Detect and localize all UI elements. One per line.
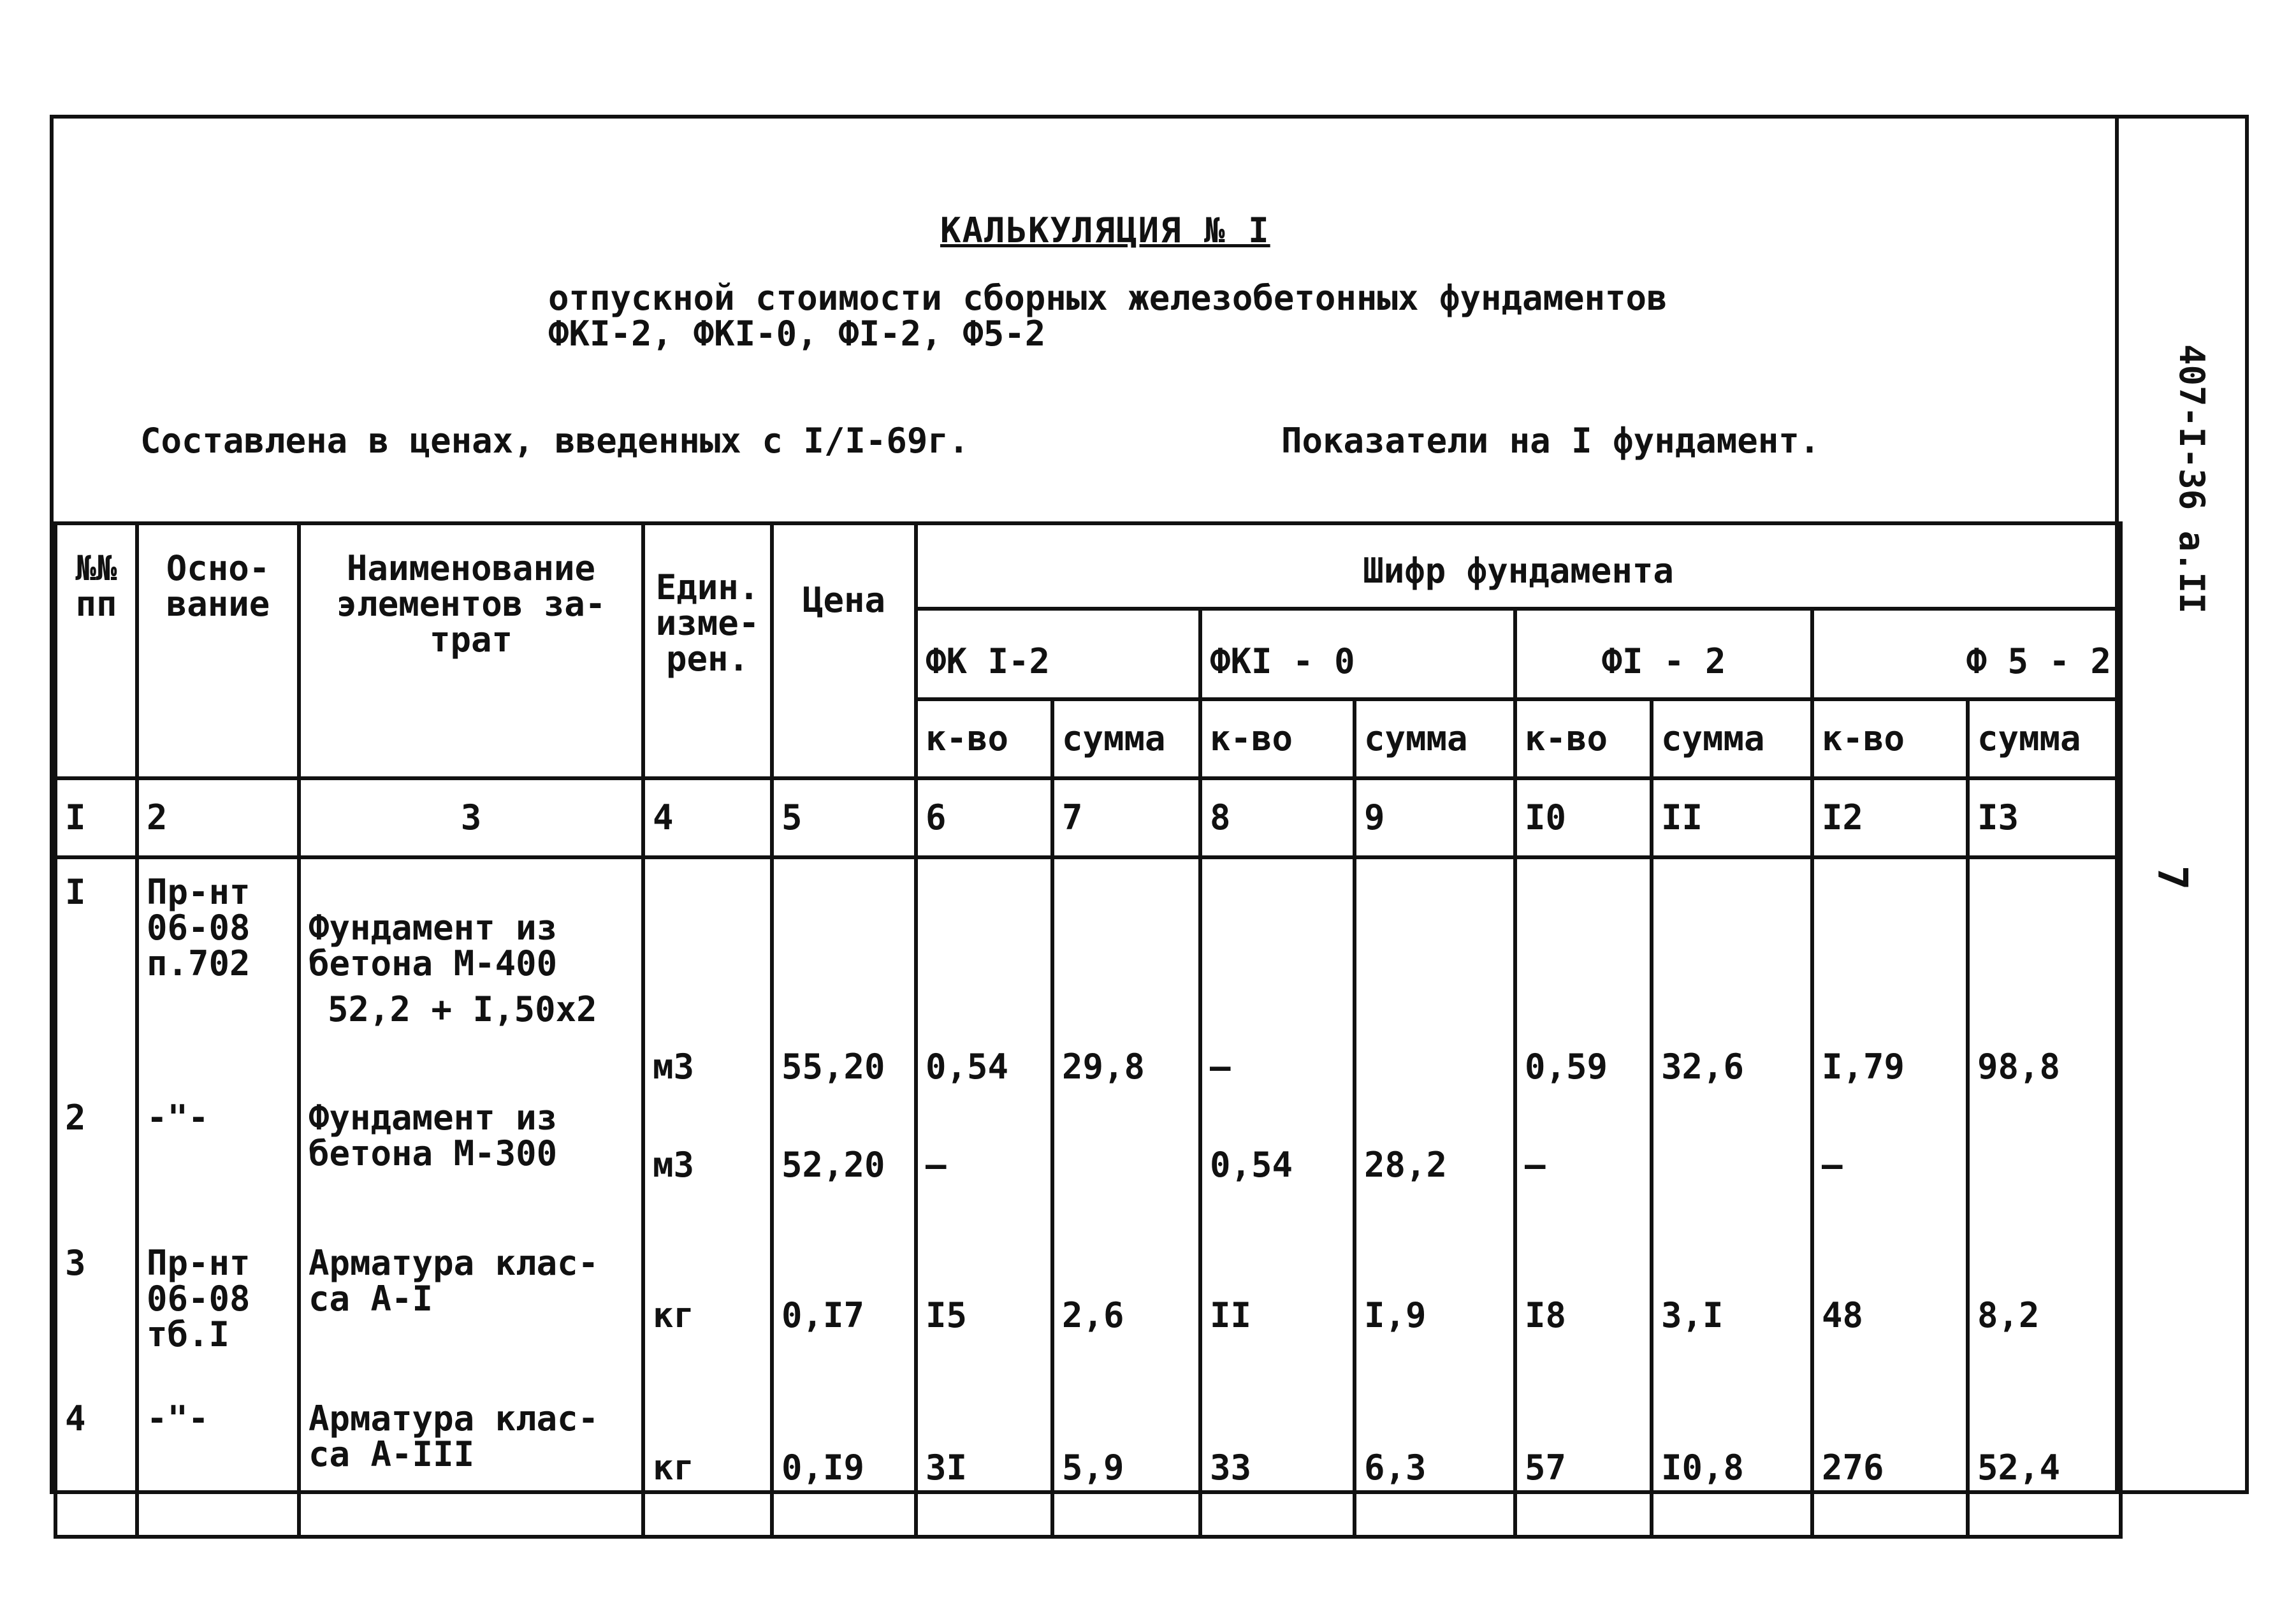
row-f52-qty: 48: [1812, 1230, 1968, 1386]
column-number: 7: [1052, 778, 1200, 857]
column-number: II: [1652, 778, 1812, 857]
row-fk10-qty: 33: [1200, 1386, 1355, 1537]
row-f12-sum: 3,I: [1652, 1230, 1812, 1386]
column-number: 8: [1200, 778, 1355, 857]
row-num: 2: [55, 1085, 137, 1230]
row-f12-sum: [1652, 1085, 1812, 1230]
column-number: 3: [299, 778, 643, 857]
row-f12-sum: 32,6: [1652, 857, 1812, 1085]
header-sum: сумма: [1968, 699, 2121, 778]
row-formula: 52,2 + I,50х2: [328, 989, 597, 1029]
row-f52-sum: 8,2: [1968, 1230, 2121, 1386]
header-num: №№ пп: [55, 523, 137, 778]
header-qty: к-во: [916, 699, 1052, 778]
header-name: Наименование элементов за- трат: [299, 523, 643, 778]
header-foundation-f52: Ф 5 - 2: [1812, 609, 2121, 699]
header-foundation-code: Шифр фундамента: [916, 523, 2121, 609]
row-fk12-qty: –: [916, 1085, 1052, 1230]
calculation-table: [54, 521, 2123, 1539]
document-subtitle: [548, 280, 1668, 352]
row-fk12-sum: [1052, 1085, 1200, 1230]
row-f12-sum: I0,8: [1652, 1386, 1812, 1537]
page-number: 7: [2148, 865, 2196, 890]
header-qty: к-во: [1515, 699, 1652, 778]
column-number: I2: [1812, 778, 1968, 857]
row-f12-qty: 57: [1515, 1386, 1652, 1537]
row-fk12-sum: 5,9: [1052, 1386, 1200, 1537]
row-f52-qty: 276: [1812, 1386, 1968, 1537]
column-number: 9: [1355, 778, 1515, 857]
row-unit: м3: [643, 1085, 772, 1230]
column-number: 2: [137, 778, 299, 857]
row-name: Арматура клас- са А-I: [299, 1230, 643, 1386]
row-f52-sum: 98,8: [1968, 857, 2121, 1085]
row-unit: м3: [643, 857, 772, 1085]
header-foundation-fk12: ФК I-2: [916, 609, 1200, 699]
header-price: Цена: [772, 523, 916, 778]
row-price: 55,20: [772, 857, 916, 1085]
row-unit: кг: [643, 1386, 772, 1537]
header-row-group: [55, 523, 2121, 609]
row-fk12-qty: 0,54: [916, 857, 1052, 1085]
row-basis: Пр-нт 06-08 п.702: [137, 857, 299, 1085]
column-number: I: [55, 778, 137, 857]
row-f52-qty: –: [1812, 1085, 1968, 1230]
row-price: 0,I7: [772, 1230, 916, 1386]
header-sum: сумма: [1355, 699, 1515, 778]
prices-note: Составлена в ценах, введенных с I/I-69г.: [140, 421, 970, 461]
row-f52-sum: [1968, 1085, 2121, 1230]
row-f52-qty: I,79: [1812, 857, 1968, 1085]
row-fk10-sum: 28,2: [1355, 1085, 1515, 1230]
row-fk10-sum: [1355, 857, 1515, 1085]
row-name-text: Фундамент из бетона М-400: [309, 908, 558, 984]
side-margin-strip: [2115, 115, 2249, 1494]
column-number: 6: [916, 778, 1052, 857]
row-basis: -"-: [137, 1386, 299, 1537]
column-number: I3: [1968, 778, 2121, 857]
header-sum: сумма: [1052, 699, 1200, 778]
header-qty: к-во: [1200, 699, 1355, 778]
column-number-row: [55, 778, 2121, 857]
row-unit: кг: [643, 1230, 772, 1386]
column-number: 4: [643, 778, 772, 857]
row-fk12-qty: 3I: [916, 1386, 1052, 1537]
row-fk10-sum: 6,3: [1355, 1386, 1515, 1537]
indicators-note: Показатели на I фундамент.: [1281, 421, 1820, 461]
row-f52-sum: 52,4: [1968, 1386, 2121, 1537]
row-fk10-qty: –: [1200, 857, 1355, 1085]
row-name: [299, 857, 643, 1085]
row-fk12-sum: 29,8: [1052, 857, 1200, 1085]
column-number: 5: [772, 778, 916, 857]
row-num: 4: [55, 1386, 137, 1537]
row-price: 52,20: [772, 1085, 916, 1230]
row-f12-qty: I8: [1515, 1230, 1652, 1386]
row-basis: Пр-нт 06-08 тб.I: [137, 1230, 299, 1386]
table-row: [55, 1230, 2121, 1386]
row-fk10-qty: II: [1200, 1230, 1355, 1386]
header-qty: к-во: [1812, 699, 1968, 778]
header-foundation-fk10: ФКI - 0: [1200, 609, 1515, 699]
header-basis: Осно- вание: [137, 523, 299, 778]
document-title: КАЛЬКУЛЯЦИЯ № I: [940, 210, 1270, 250]
row-num: I: [55, 857, 137, 1085]
row-fk10-sum: I,9: [1355, 1230, 1515, 1386]
row-f12-qty: 0,59: [1515, 857, 1652, 1085]
header-unit: Един. изме- рен.: [643, 523, 772, 778]
row-name: Арматура клас- са А-III: [299, 1386, 643, 1537]
row-fk12-sum: 2,6: [1052, 1230, 1200, 1386]
row-basis: -"-: [137, 1085, 299, 1230]
header-sum: сумма: [1652, 699, 1812, 778]
document-code: 407-I-36 а.II: [2172, 344, 2212, 614]
row-fk10-qty: 0,54: [1200, 1085, 1355, 1230]
row-name: Фундамент из бетона М-300: [299, 1085, 643, 1230]
row-price: 0,I9: [772, 1386, 916, 1537]
table-row: [55, 1386, 2121, 1537]
table-row: [55, 857, 2121, 1085]
header-foundation-f12: ФI - 2: [1515, 609, 1812, 699]
table-row: [55, 1085, 2121, 1230]
subtitle-line-1: отпускной стоимости сборных железобетонных фундаментов: [548, 278, 1668, 318]
subtitle-line-2: ФКI-2, ФКI-0, ФI-2, Ф5-2: [548, 314, 1046, 354]
row-num: 3: [55, 1230, 137, 1386]
row-f12-qty: –: [1515, 1085, 1652, 1230]
column-number: I0: [1515, 778, 1652, 857]
row-fk12-qty: I5: [916, 1230, 1052, 1386]
